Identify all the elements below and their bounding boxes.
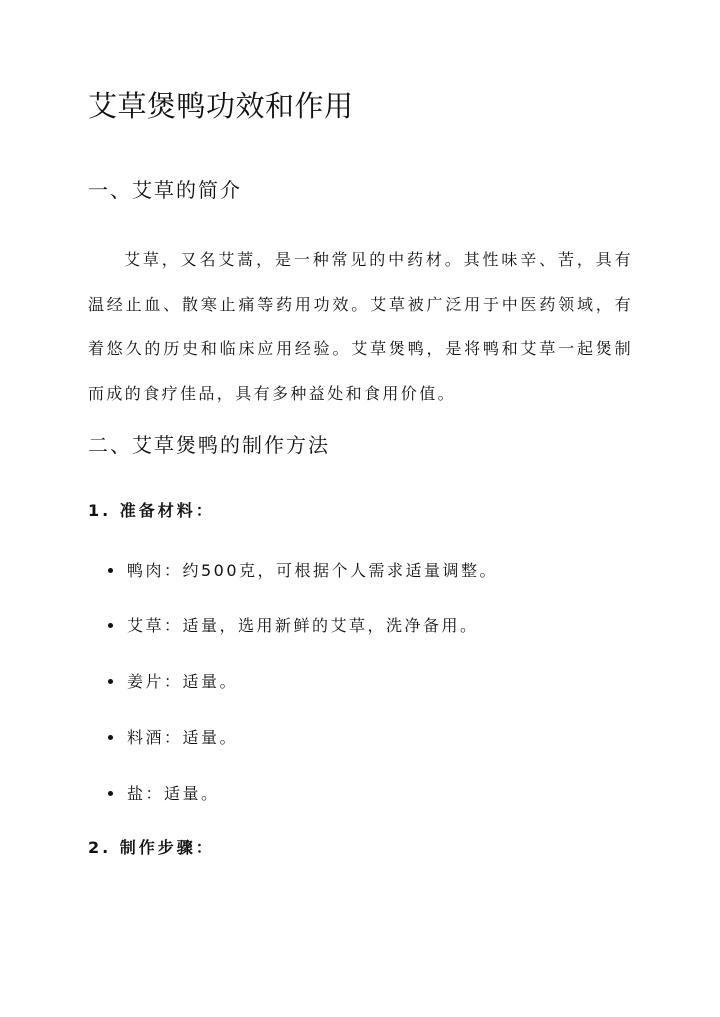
intro-paragraph: 艾草，又名艾蒿，是一种常见的中药材。其性味辛、苦，具有温经止血、散寒止痛等药用功效。艾草被广泛用于中医药领域，有着悠久的历史和临床应用经验。艾草煲鸭，是将鸭和艾草一起煲制而成的食疗佳品，具有多种益处和食用价值。 (88, 250, 633, 403)
list-item (108, 560, 498, 582)
list-item-text: 料酒：适量。 (127, 728, 239, 747)
bullet-icon (108, 623, 113, 628)
list-item (108, 671, 238, 693)
list-item (108, 615, 479, 637)
list-item (108, 783, 220, 805)
section-heading-intro: 一、艾草的简介 (88, 178, 242, 202)
bullet-icon (108, 735, 113, 740)
document-title: 艾草煲鸭功效和作用 (88, 89, 354, 123)
bullet-icon (108, 679, 113, 684)
list-item (108, 727, 238, 749)
bullet-icon (108, 791, 113, 796)
subsection-heading-steps: 2. 制作步骤： (88, 838, 215, 857)
list-item-text: 鸭肉：约500克，可根据个人需求适量调整。 (127, 561, 499, 580)
list-item-text: 姜片：适量。 (127, 672, 239, 691)
bullet-icon (108, 568, 113, 573)
section-heading-method: 二、艾草煲鸭的制作方法 (88, 433, 330, 457)
list-item-text: 艾草：适量，选用新鲜的艾草，洗净备用。 (127, 616, 479, 635)
list-item-text: 盐：适量。 (127, 784, 220, 803)
subsection-heading-materials: 1. 准备材料： (88, 501, 215, 520)
